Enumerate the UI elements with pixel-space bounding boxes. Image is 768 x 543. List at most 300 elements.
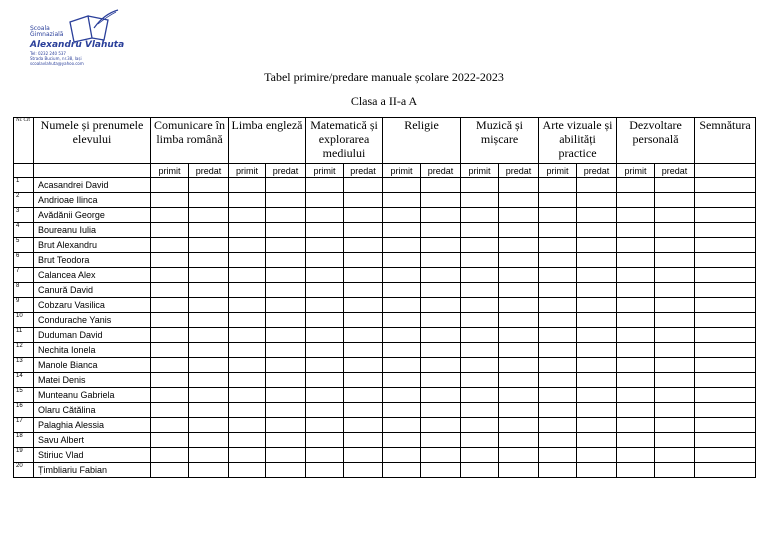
- signature-cell[interactable]: [695, 313, 756, 328]
- checkbox-cell[interactable]: [383, 343, 421, 358]
- checkbox-cell[interactable]: [461, 178, 499, 193]
- checkbox-cell[interactable]: [266, 208, 306, 223]
- checkbox-cell[interactable]: [499, 343, 539, 358]
- checkbox-cell[interactable]: [344, 463, 383, 478]
- checkbox-cell[interactable]: [461, 208, 499, 223]
- checkbox-cell[interactable]: [617, 463, 655, 478]
- checkbox-cell[interactable]: [344, 253, 383, 268]
- checkbox-cell[interactable]: [421, 283, 461, 298]
- checkbox-cell[interactable]: [229, 223, 266, 238]
- checkbox-cell[interactable]: [189, 328, 229, 343]
- checkbox-cell[interactable]: [306, 238, 344, 253]
- checkbox-cell[interactable]: [151, 178, 189, 193]
- checkbox-cell[interactable]: [229, 388, 266, 403]
- checkbox-cell[interactable]: [383, 238, 421, 253]
- checkbox-cell[interactable]: [306, 403, 344, 418]
- checkbox-cell[interactable]: [539, 358, 577, 373]
- checkbox-cell[interactable]: [266, 403, 306, 418]
- signature-cell[interactable]: [695, 418, 756, 433]
- checkbox-cell[interactable]: [151, 433, 189, 448]
- checkbox-cell[interactable]: [539, 268, 577, 283]
- checkbox-cell[interactable]: [344, 343, 383, 358]
- checkbox-cell[interactable]: [306, 223, 344, 238]
- checkbox-cell[interactable]: [655, 253, 695, 268]
- checkbox-cell[interactable]: [461, 373, 499, 388]
- checkbox-cell[interactable]: [577, 223, 617, 238]
- checkbox-cell[interactable]: [499, 223, 539, 238]
- checkbox-cell[interactable]: [539, 238, 577, 253]
- checkbox-cell[interactable]: [189, 253, 229, 268]
- checkbox-cell[interactable]: [499, 418, 539, 433]
- checkbox-cell[interactable]: [655, 463, 695, 478]
- checkbox-cell[interactable]: [383, 373, 421, 388]
- checkbox-cell[interactable]: [266, 238, 306, 253]
- checkbox-cell[interactable]: [266, 433, 306, 448]
- checkbox-cell[interactable]: [151, 463, 189, 478]
- checkbox-cell[interactable]: [499, 283, 539, 298]
- checkbox-cell[interactable]: [344, 388, 383, 403]
- checkbox-cell[interactable]: [461, 253, 499, 268]
- checkbox-cell[interactable]: [229, 298, 266, 313]
- checkbox-cell[interactable]: [577, 208, 617, 223]
- checkbox-cell[interactable]: [617, 238, 655, 253]
- signature-cell[interactable]: [695, 463, 756, 478]
- checkbox-cell[interactable]: [499, 448, 539, 463]
- checkbox-cell[interactable]: [655, 403, 695, 418]
- checkbox-cell[interactable]: [421, 253, 461, 268]
- checkbox-cell[interactable]: [655, 208, 695, 223]
- checkbox-cell[interactable]: [421, 223, 461, 238]
- checkbox-cell[interactable]: [151, 328, 189, 343]
- checkbox-cell[interactable]: [499, 178, 539, 193]
- checkbox-cell[interactable]: [539, 223, 577, 238]
- checkbox-cell[interactable]: [539, 208, 577, 223]
- checkbox-cell[interactable]: [421, 328, 461, 343]
- checkbox-cell[interactable]: [617, 253, 655, 268]
- checkbox-cell[interactable]: [539, 298, 577, 313]
- checkbox-cell[interactable]: [617, 328, 655, 343]
- checkbox-cell[interactable]: [577, 448, 617, 463]
- checkbox-cell[interactable]: [266, 343, 306, 358]
- checkbox-cell[interactable]: [655, 268, 695, 283]
- checkbox-cell[interactable]: [421, 373, 461, 388]
- checkbox-cell[interactable]: [306, 253, 344, 268]
- checkbox-cell[interactable]: [383, 268, 421, 283]
- checkbox-cell[interactable]: [383, 328, 421, 343]
- checkbox-cell[interactable]: [151, 208, 189, 223]
- checkbox-cell[interactable]: [151, 358, 189, 373]
- checkbox-cell[interactable]: [229, 313, 266, 328]
- checkbox-cell[interactable]: [461, 238, 499, 253]
- checkbox-cell[interactable]: [577, 313, 617, 328]
- checkbox-cell[interactable]: [617, 433, 655, 448]
- checkbox-cell[interactable]: [617, 358, 655, 373]
- checkbox-cell[interactable]: [189, 238, 229, 253]
- checkbox-cell[interactable]: [266, 223, 306, 238]
- checkbox-cell[interactable]: [461, 388, 499, 403]
- checkbox-cell[interactable]: [229, 463, 266, 478]
- checkbox-cell[interactable]: [539, 178, 577, 193]
- checkbox-cell[interactable]: [229, 373, 266, 388]
- checkbox-cell[interactable]: [383, 193, 421, 208]
- checkbox-cell[interactable]: [151, 313, 189, 328]
- checkbox-cell[interactable]: [189, 283, 229, 298]
- checkbox-cell[interactable]: [189, 178, 229, 193]
- checkbox-cell[interactable]: [539, 283, 577, 298]
- checkbox-cell[interactable]: [617, 193, 655, 208]
- checkbox-cell[interactable]: [539, 193, 577, 208]
- checkbox-cell[interactable]: [421, 448, 461, 463]
- checkbox-cell[interactable]: [383, 223, 421, 238]
- checkbox-cell[interactable]: [151, 223, 189, 238]
- checkbox-cell[interactable]: [499, 358, 539, 373]
- checkbox-cell[interactable]: [383, 208, 421, 223]
- checkbox-cell[interactable]: [189, 268, 229, 283]
- checkbox-cell[interactable]: [461, 433, 499, 448]
- checkbox-cell[interactable]: [306, 358, 344, 373]
- checkbox-cell[interactable]: [461, 223, 499, 238]
- checkbox-cell[interactable]: [461, 298, 499, 313]
- checkbox-cell[interactable]: [266, 283, 306, 298]
- checkbox-cell[interactable]: [383, 433, 421, 448]
- checkbox-cell[interactable]: [189, 403, 229, 418]
- checkbox-cell[interactable]: [421, 208, 461, 223]
- checkbox-cell[interactable]: [266, 328, 306, 343]
- checkbox-cell[interactable]: [229, 448, 266, 463]
- checkbox-cell[interactable]: [306, 388, 344, 403]
- checkbox-cell[interactable]: [421, 403, 461, 418]
- checkbox-cell[interactable]: [306, 328, 344, 343]
- signature-cell[interactable]: [695, 238, 756, 253]
- checkbox-cell[interactable]: [539, 403, 577, 418]
- signature-cell[interactable]: [695, 328, 756, 343]
- checkbox-cell[interactable]: [577, 373, 617, 388]
- signature-cell[interactable]: [695, 343, 756, 358]
- checkbox-cell[interactable]: [577, 238, 617, 253]
- checkbox-cell[interactable]: [151, 268, 189, 283]
- checkbox-cell[interactable]: [539, 313, 577, 328]
- checkbox-cell[interactable]: [383, 253, 421, 268]
- checkbox-cell[interactable]: [266, 418, 306, 433]
- checkbox-cell[interactable]: [617, 448, 655, 463]
- checkbox-cell[interactable]: [383, 283, 421, 298]
- checkbox-cell[interactable]: [266, 373, 306, 388]
- checkbox-cell[interactable]: [577, 298, 617, 313]
- checkbox-cell[interactable]: [461, 193, 499, 208]
- checkbox-cell[interactable]: [189, 223, 229, 238]
- checkbox-cell[interactable]: [499, 193, 539, 208]
- checkbox-cell[interactable]: [577, 193, 617, 208]
- checkbox-cell[interactable]: [306, 313, 344, 328]
- signature-cell[interactable]: [695, 223, 756, 238]
- checkbox-cell[interactable]: [577, 388, 617, 403]
- checkbox-cell[interactable]: [344, 433, 383, 448]
- checkbox-cell[interactable]: [151, 298, 189, 313]
- checkbox-cell[interactable]: [266, 358, 306, 373]
- checkbox-cell[interactable]: [266, 193, 306, 208]
- checkbox-cell[interactable]: [655, 343, 695, 358]
- checkbox-cell[interactable]: [577, 328, 617, 343]
- checkbox-cell[interactable]: [151, 388, 189, 403]
- checkbox-cell[interactable]: [266, 268, 306, 283]
- signature-cell[interactable]: [695, 253, 756, 268]
- checkbox-cell[interactable]: [266, 448, 306, 463]
- checkbox-cell[interactable]: [655, 238, 695, 253]
- checkbox-cell[interactable]: [306, 208, 344, 223]
- checkbox-cell[interactable]: [266, 463, 306, 478]
- checkbox-cell[interactable]: [229, 358, 266, 373]
- checkbox-cell[interactable]: [539, 253, 577, 268]
- checkbox-cell[interactable]: [151, 403, 189, 418]
- checkbox-cell[interactable]: [499, 313, 539, 328]
- checkbox-cell[interactable]: [151, 418, 189, 433]
- checkbox-cell[interactable]: [229, 328, 266, 343]
- checkbox-cell[interactable]: [539, 448, 577, 463]
- signature-cell[interactable]: [695, 358, 756, 373]
- signature-cell[interactable]: [695, 388, 756, 403]
- checkbox-cell[interactable]: [151, 193, 189, 208]
- checkbox-cell[interactable]: [189, 313, 229, 328]
- checkbox-cell[interactable]: [461, 328, 499, 343]
- checkbox-cell[interactable]: [655, 358, 695, 373]
- checkbox-cell[interactable]: [617, 373, 655, 388]
- checkbox-cell[interactable]: [539, 463, 577, 478]
- checkbox-cell[interactable]: [577, 268, 617, 283]
- checkbox-cell[interactable]: [499, 463, 539, 478]
- checkbox-cell[interactable]: [383, 178, 421, 193]
- checkbox-cell[interactable]: [421, 268, 461, 283]
- checkbox-cell[interactable]: [344, 313, 383, 328]
- checkbox-cell[interactable]: [229, 268, 266, 283]
- checkbox-cell[interactable]: [344, 268, 383, 283]
- checkbox-cell[interactable]: [344, 403, 383, 418]
- checkbox-cell[interactable]: [421, 238, 461, 253]
- checkbox-cell[interactable]: [655, 283, 695, 298]
- signature-cell[interactable]: [695, 283, 756, 298]
- signature-cell[interactable]: [695, 403, 756, 418]
- checkbox-cell[interactable]: [421, 178, 461, 193]
- signature-cell[interactable]: [695, 193, 756, 208]
- checkbox-cell[interactable]: [189, 373, 229, 388]
- checkbox-cell[interactable]: [499, 238, 539, 253]
- checkbox-cell[interactable]: [344, 178, 383, 193]
- checkbox-cell[interactable]: [151, 343, 189, 358]
- checkbox-cell[interactable]: [189, 193, 229, 208]
- checkbox-cell[interactable]: [577, 283, 617, 298]
- checkbox-cell[interactable]: [229, 433, 266, 448]
- checkbox-cell[interactable]: [383, 448, 421, 463]
- checkbox-cell[interactable]: [229, 343, 266, 358]
- checkbox-cell[interactable]: [617, 283, 655, 298]
- checkbox-cell[interactable]: [266, 313, 306, 328]
- signature-cell[interactable]: [695, 208, 756, 223]
- checkbox-cell[interactable]: [383, 403, 421, 418]
- checkbox-cell[interactable]: [383, 418, 421, 433]
- checkbox-cell[interactable]: [306, 448, 344, 463]
- checkbox-cell[interactable]: [617, 268, 655, 283]
- checkbox-cell[interactable]: [499, 268, 539, 283]
- checkbox-cell[interactable]: [461, 343, 499, 358]
- checkbox-cell[interactable]: [189, 463, 229, 478]
- checkbox-cell[interactable]: [617, 388, 655, 403]
- checkbox-cell[interactable]: [421, 463, 461, 478]
- checkbox-cell[interactable]: [539, 433, 577, 448]
- checkbox-cell[interactable]: [539, 418, 577, 433]
- signature-cell[interactable]: [695, 178, 756, 193]
- signature-cell[interactable]: [695, 448, 756, 463]
- checkbox-cell[interactable]: [151, 283, 189, 298]
- checkbox-cell[interactable]: [151, 253, 189, 268]
- checkbox-cell[interactable]: [461, 358, 499, 373]
- checkbox-cell[interactable]: [655, 388, 695, 403]
- checkbox-cell[interactable]: [577, 343, 617, 358]
- checkbox-cell[interactable]: [344, 373, 383, 388]
- checkbox-cell[interactable]: [499, 298, 539, 313]
- checkbox-cell[interactable]: [266, 178, 306, 193]
- checkbox-cell[interactable]: [461, 418, 499, 433]
- checkbox-cell[interactable]: [577, 463, 617, 478]
- checkbox-cell[interactable]: [229, 193, 266, 208]
- checkbox-cell[interactable]: [499, 403, 539, 418]
- checkbox-cell[interactable]: [461, 283, 499, 298]
- checkbox-cell[interactable]: [539, 388, 577, 403]
- checkbox-cell[interactable]: [189, 433, 229, 448]
- checkbox-cell[interactable]: [189, 388, 229, 403]
- checkbox-cell[interactable]: [229, 418, 266, 433]
- checkbox-cell[interactable]: [461, 463, 499, 478]
- checkbox-cell[interactable]: [577, 403, 617, 418]
- checkbox-cell[interactable]: [421, 433, 461, 448]
- checkbox-cell[interactable]: [499, 208, 539, 223]
- checkbox-cell[interactable]: [421, 343, 461, 358]
- checkbox-cell[interactable]: [655, 328, 695, 343]
- checkbox-cell[interactable]: [383, 358, 421, 373]
- checkbox-cell[interactable]: [655, 193, 695, 208]
- checkbox-cell[interactable]: [383, 388, 421, 403]
- checkbox-cell[interactable]: [617, 208, 655, 223]
- checkbox-cell[interactable]: [229, 208, 266, 223]
- checkbox-cell[interactable]: [266, 388, 306, 403]
- checkbox-cell[interactable]: [655, 313, 695, 328]
- signature-cell[interactable]: [695, 373, 756, 388]
- checkbox-cell[interactable]: [421, 388, 461, 403]
- checkbox-cell[interactable]: [499, 373, 539, 388]
- checkbox-cell[interactable]: [266, 253, 306, 268]
- checkbox-cell[interactable]: [655, 298, 695, 313]
- checkbox-cell[interactable]: [189, 418, 229, 433]
- checkbox-cell[interactable]: [655, 223, 695, 238]
- checkbox-cell[interactable]: [344, 238, 383, 253]
- checkbox-cell[interactable]: [499, 388, 539, 403]
- checkbox-cell[interactable]: [306, 298, 344, 313]
- checkbox-cell[interactable]: [499, 433, 539, 448]
- checkbox-cell[interactable]: [189, 343, 229, 358]
- checkbox-cell[interactable]: [617, 403, 655, 418]
- checkbox-cell[interactable]: [344, 283, 383, 298]
- checkbox-cell[interactable]: [306, 418, 344, 433]
- checkbox-cell[interactable]: [461, 268, 499, 283]
- checkbox-cell[interactable]: [617, 418, 655, 433]
- checkbox-cell[interactable]: [577, 433, 617, 448]
- checkbox-cell[interactable]: [344, 208, 383, 223]
- checkbox-cell[interactable]: [421, 193, 461, 208]
- checkbox-cell[interactable]: [229, 403, 266, 418]
- checkbox-cell[interactable]: [344, 418, 383, 433]
- checkbox-cell[interactable]: [383, 463, 421, 478]
- checkbox-cell[interactable]: [577, 418, 617, 433]
- checkbox-cell[interactable]: [421, 418, 461, 433]
- checkbox-cell[interactable]: [344, 223, 383, 238]
- checkbox-cell[interactable]: [421, 298, 461, 313]
- checkbox-cell[interactable]: [229, 238, 266, 253]
- checkbox-cell[interactable]: [617, 298, 655, 313]
- checkbox-cell[interactable]: [499, 328, 539, 343]
- checkbox-cell[interactable]: [655, 373, 695, 388]
- checkbox-cell[interactable]: [655, 418, 695, 433]
- checkbox-cell[interactable]: [577, 178, 617, 193]
- checkbox-cell[interactable]: [655, 448, 695, 463]
- checkbox-cell[interactable]: [539, 343, 577, 358]
- checkbox-cell[interactable]: [577, 253, 617, 268]
- checkbox-cell[interactable]: [344, 448, 383, 463]
- checkbox-cell[interactable]: [151, 238, 189, 253]
- checkbox-cell[interactable]: [344, 298, 383, 313]
- checkbox-cell[interactable]: [151, 373, 189, 388]
- checkbox-cell[interactable]: [655, 178, 695, 193]
- checkbox-cell[interactable]: [189, 358, 229, 373]
- checkbox-cell[interactable]: [421, 313, 461, 328]
- checkbox-cell[interactable]: [344, 193, 383, 208]
- checkbox-cell[interactable]: [306, 268, 344, 283]
- checkbox-cell[interactable]: [189, 298, 229, 313]
- checkbox-cell[interactable]: [655, 433, 695, 448]
- checkbox-cell[interactable]: [306, 178, 344, 193]
- checkbox-cell[interactable]: [461, 403, 499, 418]
- checkbox-cell[interactable]: [577, 358, 617, 373]
- checkbox-cell[interactable]: [266, 298, 306, 313]
- checkbox-cell[interactable]: [617, 343, 655, 358]
- checkbox-cell[interactable]: [306, 433, 344, 448]
- signature-cell[interactable]: [695, 433, 756, 448]
- checkbox-cell[interactable]: [539, 328, 577, 343]
- checkbox-cell[interactable]: [189, 448, 229, 463]
- checkbox-cell[interactable]: [306, 373, 344, 388]
- checkbox-cell[interactable]: [189, 208, 229, 223]
- signature-cell[interactable]: [695, 298, 756, 313]
- checkbox-cell[interactable]: [229, 283, 266, 298]
- checkbox-cell[interactable]: [344, 358, 383, 373]
- checkbox-cell[interactable]: [344, 328, 383, 343]
- checkbox-cell[interactable]: [617, 178, 655, 193]
- checkbox-cell[interactable]: [383, 298, 421, 313]
- checkbox-cell[interactable]: [539, 373, 577, 388]
- checkbox-cell[interactable]: [229, 253, 266, 268]
- checkbox-cell[interactable]: [306, 463, 344, 478]
- checkbox-cell[interactable]: [306, 283, 344, 298]
- checkbox-cell[interactable]: [306, 193, 344, 208]
- checkbox-cell[interactable]: [229, 178, 266, 193]
- checkbox-cell[interactable]: [617, 223, 655, 238]
- checkbox-cell[interactable]: [461, 313, 499, 328]
- checkbox-cell[interactable]: [499, 253, 539, 268]
- checkbox-cell[interactable]: [421, 358, 461, 373]
- checkbox-cell[interactable]: [461, 448, 499, 463]
- checkbox-cell[interactable]: [151, 448, 189, 463]
- signature-cell[interactable]: [695, 268, 756, 283]
- checkbox-cell[interactable]: [617, 313, 655, 328]
- checkbox-cell[interactable]: [306, 343, 344, 358]
- checkbox-cell[interactable]: [383, 313, 421, 328]
